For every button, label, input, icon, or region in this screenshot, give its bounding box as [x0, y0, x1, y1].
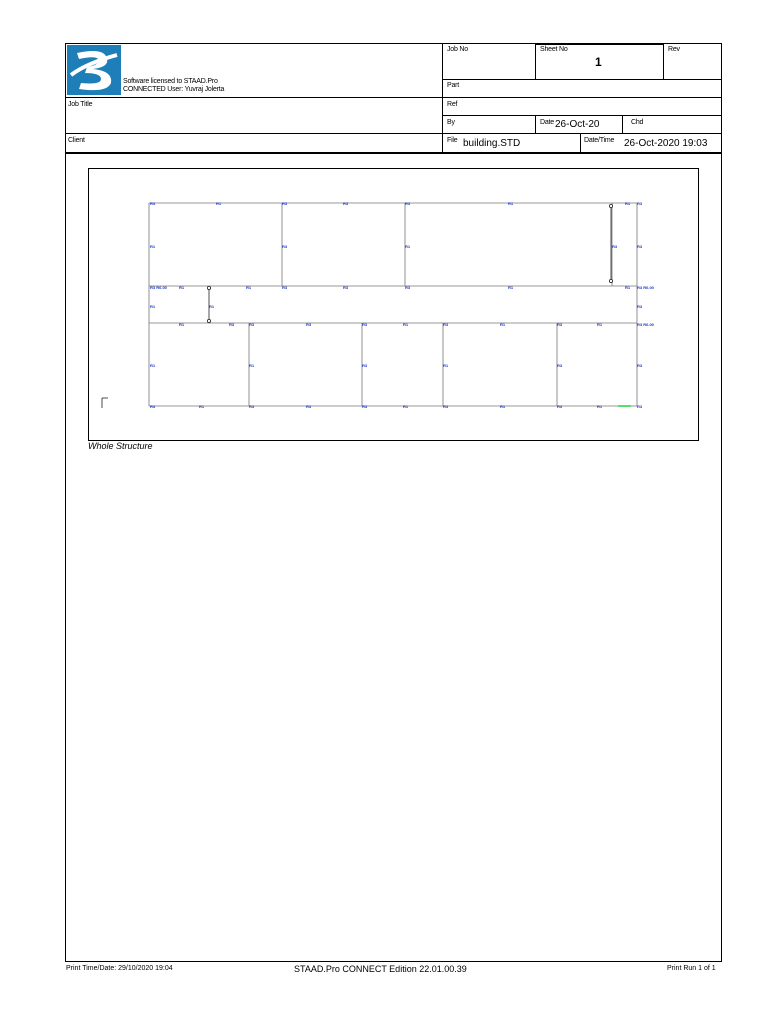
- chd-label: Chd: [631, 119, 644, 126]
- svg-text:R1: R1: [209, 304, 215, 309]
- by-label: By: [447, 119, 455, 126]
- date-value: 26-Oct-20: [555, 119, 600, 130]
- svg-text:R1: R1: [249, 363, 255, 368]
- svg-text:R1: R1: [500, 322, 506, 327]
- ref-label: Ref: [447, 101, 458, 108]
- svg-text:R3: R3: [249, 404, 255, 409]
- svg-text:R3: R3: [557, 404, 563, 409]
- svg-text:R3 R6.00: R3 R6.00: [637, 285, 654, 290]
- svg-text:R1: R1: [443, 363, 449, 368]
- svg-text:R3: R3: [343, 285, 349, 290]
- svg-text:R3: R3: [612, 244, 618, 249]
- svg-text:R1: R1: [216, 201, 222, 206]
- client-label: Client: [68, 137, 85, 144]
- svg-text:R1: R1: [405, 244, 411, 249]
- job-no-label: Job No: [447, 46, 468, 53]
- header-line-client: [65, 133, 722, 134]
- svg-text:R3: R3: [443, 404, 449, 409]
- svg-text:R3 R6.00: R3 R6.00: [637, 322, 654, 327]
- sheet-no-value: 1: [595, 55, 602, 69]
- datetime-value: 26-Oct-2020 19:03: [624, 138, 708, 149]
- date-label: Date: [540, 119, 554, 126]
- svg-text:R1: R1: [403, 322, 409, 327]
- svg-text:R3: R3: [282, 285, 288, 290]
- datetime-label: Date/Time: [584, 137, 615, 144]
- job-title-label: Job Title: [68, 101, 93, 108]
- rev-label: Rev: [668, 46, 680, 53]
- svg-text:R3: R3: [557, 322, 563, 327]
- svg-text:R3: R3: [306, 322, 312, 327]
- svg-text:R1: R1: [150, 244, 156, 249]
- svg-text:R1: R1: [597, 404, 603, 409]
- header-divider-date: [535, 115, 536, 133]
- header-divider-main: [442, 43, 443, 153]
- sheet-no-label: Sheet No: [540, 46, 568, 53]
- licence-line-2: CONNECTED User: Yuvraj Jolerta: [123, 86, 225, 93]
- svg-text:R1: R1: [199, 404, 205, 409]
- svg-text:R3: R3: [637, 304, 643, 309]
- file-label: File: [447, 137, 458, 144]
- svg-text:R3: R3: [637, 244, 643, 249]
- svg-text:R3: R3: [282, 244, 288, 249]
- svg-text:R3: R3: [637, 363, 643, 368]
- drawing-caption: Whole Structure: [88, 441, 153, 451]
- header-line-bottom: [65, 152, 722, 154]
- print-run: Print Run 1 of 1: [667, 965, 716, 972]
- svg-text:R3: R3: [362, 322, 368, 327]
- edition-text: STAAD.Pro CONNECT Edition 22.01.00.39: [294, 964, 467, 974]
- structure-drawing: [88, 168, 699, 441]
- svg-text:R1: R1: [508, 201, 514, 206]
- svg-text:R3: R3: [229, 322, 235, 327]
- licence-line-1: Software licensed to STAAD.Pro: [123, 78, 218, 85]
- svg-text:R1: R1: [597, 322, 603, 327]
- svg-text:R1: R1: [179, 285, 185, 290]
- svg-text:R3: R3: [637, 201, 643, 206]
- svg-text:R1: R1: [150, 304, 156, 309]
- svg-text:R1: R1: [179, 322, 185, 327]
- svg-text:R3: R3: [557, 363, 563, 368]
- svg-text:R3 R6.00: R3 R6.00: [150, 285, 167, 290]
- svg-text:R1: R1: [150, 363, 156, 368]
- svg-text:R3: R3: [362, 404, 368, 409]
- svg-text:R3: R3: [637, 404, 643, 409]
- svg-text:R1: R1: [246, 285, 252, 290]
- header-line-logo-bottom: [65, 97, 722, 98]
- svg-text:R3: R3: [249, 322, 255, 327]
- file-value: building.STD: [463, 138, 521, 149]
- header-line-ref: [442, 115, 722, 116]
- svg-text:R3: R3: [282, 201, 288, 206]
- svg-text:R3: R3: [362, 363, 368, 368]
- svg-text:R1: R1: [625, 285, 631, 290]
- part-label: Part: [447, 82, 460, 89]
- svg-text:R3: R3: [343, 201, 349, 206]
- header-divider-datetime: [580, 133, 581, 153]
- svg-text:R1: R1: [625, 201, 631, 206]
- staad-logo: [67, 45, 121, 95]
- svg-text:R1: R1: [508, 285, 514, 290]
- member-labels: [150, 201, 655, 409]
- svg-text:R3: R3: [443, 322, 449, 327]
- svg-text:R3: R3: [150, 404, 156, 409]
- svg-text:R3: R3: [405, 285, 411, 290]
- svg-text:R3: R3: [150, 201, 156, 206]
- print-time: Print Time/Date: 29/10/2020 19:04: [66, 965, 173, 972]
- svg-text:R3: R3: [405, 201, 411, 206]
- svg-text:R1: R1: [403, 404, 409, 409]
- header-divider-chd: [622, 115, 623, 133]
- svg-text:R3: R3: [306, 404, 312, 409]
- svg-text:R1: R1: [500, 404, 506, 409]
